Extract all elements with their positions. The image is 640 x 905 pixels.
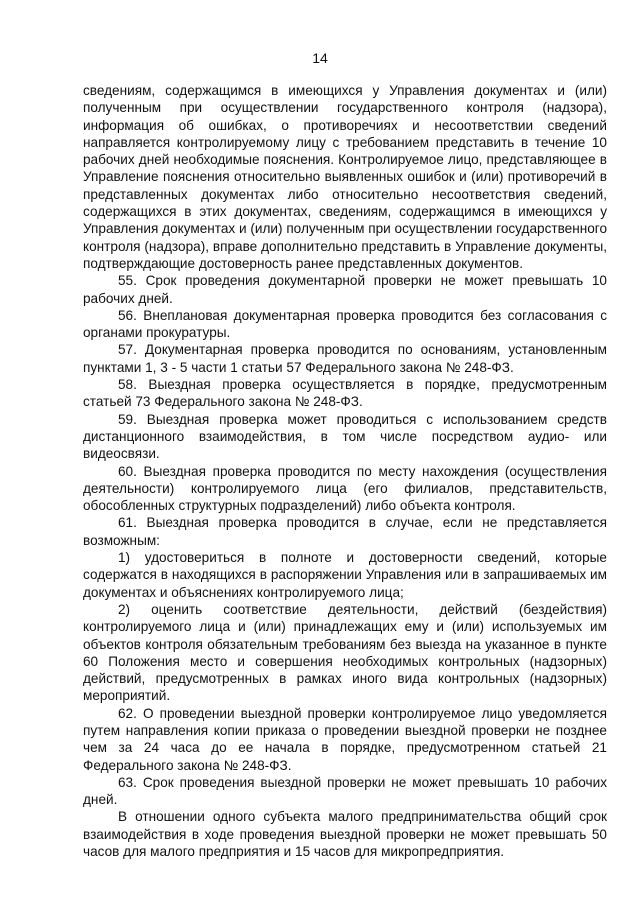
paragraph-62: 62. О проведении выездной проверки контролируемое лицо уведомляется путем направления копии приказа о проведении выездной проверки не позднее чем за 24 часа до ее начала в порядке, предусмотренном статьей 21 Федерального закона № 248-ФЗ. xyxy=(83,705,607,773)
paragraph-56: 56. Внеплановая документарная проверка проводится без согласования с органами прокуратуры. xyxy=(83,307,607,341)
page-number: 14 xyxy=(312,50,328,66)
document-body xyxy=(83,82,607,860)
paragraph-63-continuation: В отношении одного субъекта малого предпринимательства общий срок взаимодействия в ходе проведения выездной проверки не может превышать 50 часов для малого предприятия и 15 часов для микропредприятия. xyxy=(83,809,607,860)
paragraph-60: 60. Выездная проверка проводится по месту нахождения (осуществления деятельности) контролируемого лица (его филиалов, представительств, обособленных структурных подразделений) либо объекта контроля. xyxy=(83,463,607,514)
paragraph-61: 61. Выездная проверка проводится в случае, если не представляется возможным: xyxy=(83,515,607,548)
paragraph-59: 59. Выездная проверка может проводиться с использованием средств дистанционного взаимодействия, в том числе посредством аудио- или видеосвязи. xyxy=(83,411,607,462)
paragraph-57: 57. Документарная проверка проводится по основаниям, установленным пунктами 1, 3 - 5 части 1 статьи 57 Федерального закона № 248-ФЗ. xyxy=(83,342,607,375)
paragraph-58: 58. Выездная проверка осуществляется в порядке, предусмотренным статьей 73 Федерального закона № 248-ФЗ. xyxy=(83,377,607,410)
paragraph-55: 55. Срок проведения документарной проверки не может превышать 10 рабочих дней. xyxy=(83,273,607,306)
paragraph-61-item-1: 1) удостовериться в полноте и достоверности сведений, которые содержатся в находящихся в распоряжении Управления или в запрашиваемых им документах и объяснениях контролируемого лица; xyxy=(83,550,607,600)
paragraph-61-item-2: 2) оценить соответствие деятельности, действий (бездействия) контролируемого лица и (или) принадлежащих ему и (или) используемых им объектов контроля обязательным требованиям без выезда на указанное в пункте 60 Положения место и совершения необходимых контрольных (надзорных) действий, предусмотренных в рамках иного вида контрольных (надзорных) мероприятий. xyxy=(83,601,607,704)
paragraph-continuation: сведениям, содержащимся в имеющихся у Управления документах и (или) полученным при осуществлении государственного контроля (надзора), информация об ошибках, о противоречиях и несоответствии сведений направляется контролируемому лицу с требованием представить в течение 10 рабочих дней необходимые пояснения. Контролируемое лицо, представляющее в Управление пояснения относительно выявленных ошибок и (или) противоречий в представленных документах либо относительно несоответствия сведений, содержащихся в этих документах, сведениям, содержащимся в имеющихся у Управления документах и (или) полученным при осуществлении государственного контроля (надзора), вправе дополнительно представить в Управление документы, подтверждающие достоверность ранее представленных документов. xyxy=(83,83,608,271)
paragraph-63: 63. Срок проведения выездной проверки не может превышать 10 рабочих дней. xyxy=(83,774,607,808)
